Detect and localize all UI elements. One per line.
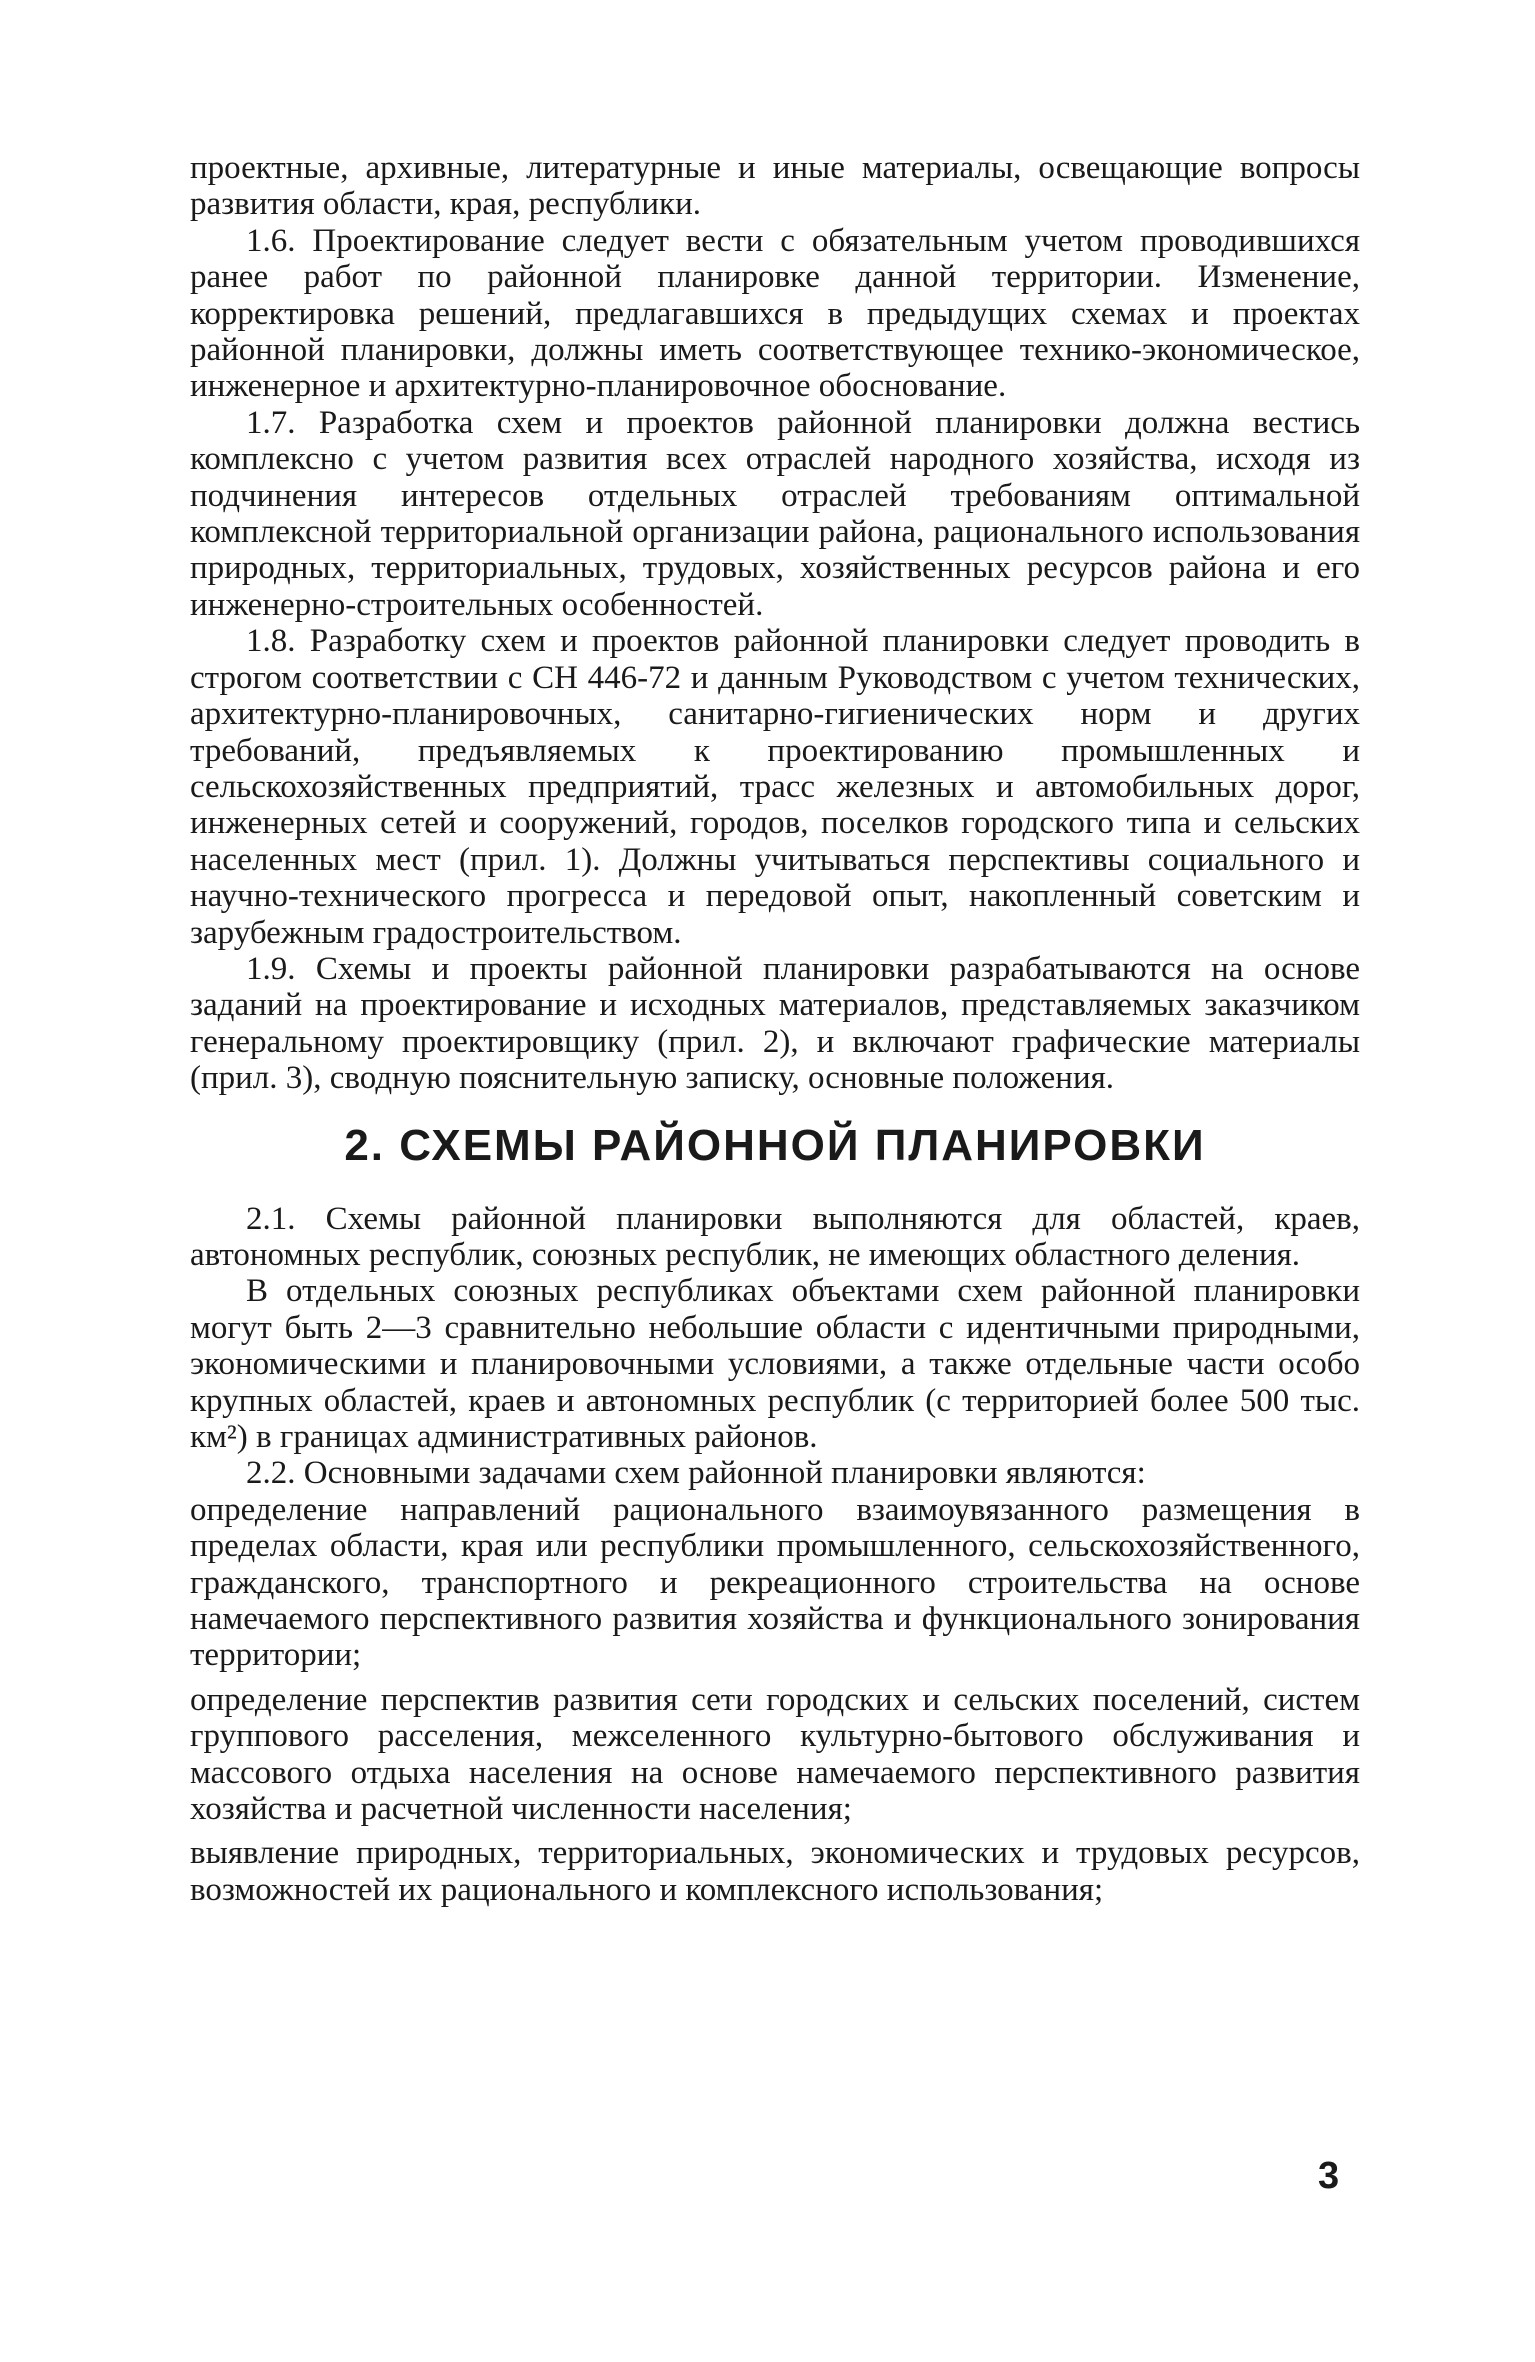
page-number: 3 [1318,2155,1340,2197]
list-item-settlements: определение перспектив развития сети городских и сельских поселений, систем группового расселения, межселенного культурно-бытового обслуживания и массового отдыха населения на основе намечаемого перспективного развития хозяйства и расчетной численности населения; [190,1681,1360,1828]
document-page [190,150,1360,1908]
paragraph-2-2: 2.2. Основными задачами схем районной планировки являются: [246,1455,1146,1492]
paragraph-1-7: 1.7. Разработка схем и проектов районной планировки должна вестись комплексно с учетом развития всех отраслей народного хозяйства, исходя из подчинения интересов отдельных отраслей требованиям оптимальной комплексной территориальной организации района, рационального использования природных, территориальных, трудовых, хозяйственных ресурсов района и его инженерно-строительных особенностей. [190,404,1360,623]
paragraph-1-9: 1.9. Схемы и проекты районной планировки разрабатываются на основе заданий на проектирование и исходных материалов, представляемых заказчиком генеральному проектировщику (прил. 2), и включают графические материалы (прил. 3), сводную пояснительную записку, основные положения. [190,950,1360,1097]
section-heading: 2. СХЕМЫ РАЙОННОЙ ПЛАНИРОВКИ [344,1120,1206,1170]
paragraph-1-8: 1.8. Разработку схем и проектов районной планировки следует проводить в строгом соответствии с СН 446-72 и данным Руководством с учетом технических, архитектурно-планировочных, санитарно-гигиенических норм и других требований, предъявляемых к проектированию промышленных и сельскохозяйственных предприятий, трасс железных и автомобильных дорог, инженерных сетей и сооружений, городов, поселков городского типа и сельских населенных мест (прил. 1). Должны учитываться перспективы социального и научно-технического прогресса и передовой опыт, накопленный советским и зарубежным градостроительством. [190,623,1360,951]
paragraph-continuation: проектные, архивные, литературные и иные материалы, освещающие вопросы развития области, края, республики. [190,150,1360,223]
paragraph-2-1: 2.1. Схемы районной планировки выполняются для областей, краев, автономных республик, союзных республик, не имеющих областного деления. [190,1200,1360,1273]
list-item-placement: определение направлений рационального взаимоувязанного размещения в пределах области, края или республики промышленного, сельскохозяйственного, гражданского, транспортного и рекреационного строительства на основе намечаемого перспективного развития хозяйства и функционального зонирования территории; [190,1491,1360,1674]
paragraph-union-republics: В отдельных союзных республиках объектами схем районной планировки могут быть 2—3 сравнительно небольшие области с идентичными природными, экономическими и планировочными условиями, а также отдельные части особо крупных областей, краев и автономных республик (с территорией более 500 тыс. км²) в границах административных районов. [190,1273,1360,1455]
list-item-resources: выявление природных, территориальных, экономических и трудовых ресурсов, возможностей их рационального и комплексного использования; [190,1835,1360,1908]
paragraph-1-6: 1.6. Проектирование следует вести с обязательным учетом проводившихся ранее работ по районной планировке данной территории. Изменение, корректировка решений, предлагавшихся в предыдущих схемах и проектах районной планировки, должны иметь соответствующее технико-экономическое, инженерное и архитектурно-планировочное обоснование. [190,222,1360,405]
